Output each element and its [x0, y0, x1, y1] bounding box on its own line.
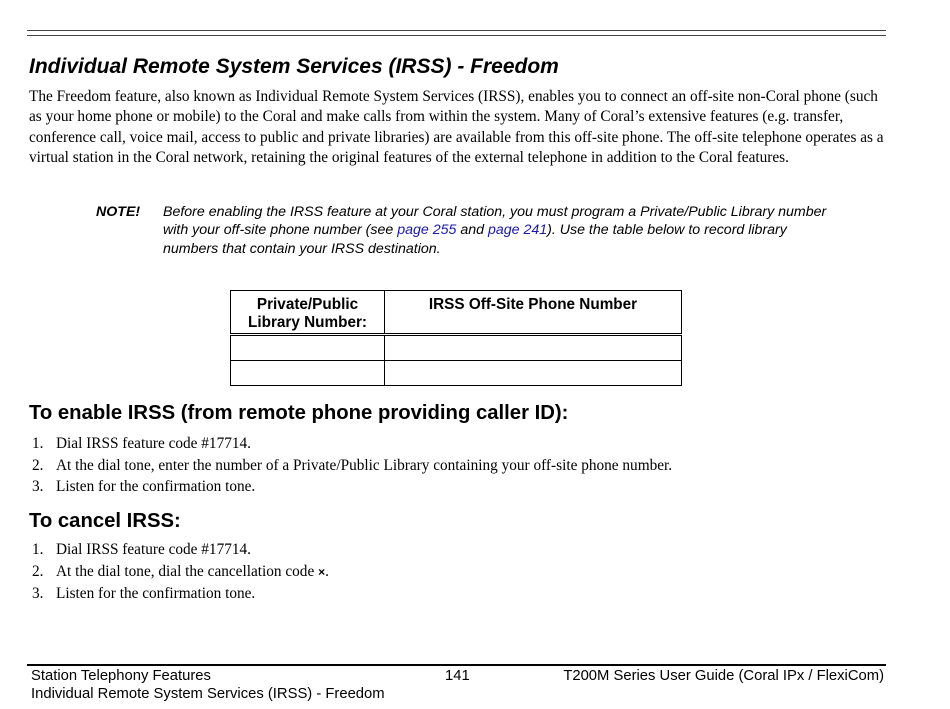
table-cell: [231, 361, 385, 386]
step-number: 2.: [32, 562, 44, 580]
step-number: 2.: [32, 456, 44, 474]
table-cell: [231, 335, 385, 361]
page-241-link[interactable]: page 241: [487, 222, 548, 239]
step-text: Listen for the confirmation tone.: [56, 478, 256, 496]
step-text: At the dial tone, dial the cancellation code: [56, 562, 319, 580]
library-number-header: Private/Public Library Number:: [231, 291, 385, 335]
table-row: [231, 361, 682, 386]
list-item: [29, 433, 672, 455]
enable-irss-heading: To enable IRSS (from remote phone providing caller ID):: [29, 402, 569, 424]
step-text: Dial IRSS feature code #17714.: [56, 541, 251, 558]
step-text: At the dial tone, enter the number of a Private/Public Library containing your off-site phone number.: [56, 456, 673, 474]
table-row: [231, 335, 682, 361]
step-number: 1.: [32, 435, 44, 452]
step-number: 3.: [32, 478, 44, 496]
page-number: 141: [445, 668, 470, 684]
list-item: [29, 476, 672, 498]
step-number: 3.: [32, 585, 44, 603]
note-text-end: ). Use the table below to record library numbers that contain your IRSS destination.: [163, 222, 787, 257]
cancel-code-symbol-icon: ×: [318, 564, 326, 579]
footer-subsection-title: Individual Remote System Services (IRSS) - Freedom: [31, 686, 385, 702]
step-number: 1.: [32, 541, 44, 558]
offsite-phone-header: IRSS Off-Site Phone Number: [385, 291, 682, 335]
list-item: [29, 583, 329, 605]
footer-rule: [27, 664, 886, 666]
table-cell: [385, 361, 682, 386]
note-text: [163, 203, 835, 258]
table-cell: [385, 335, 682, 361]
enable-steps-list: [29, 433, 672, 498]
note-text-start: Before enabling the IRSS feature at your Coral station, you must program a Private/Public Library number with your off-site phone number (see: [163, 204, 827, 239]
library-number-table: [230, 290, 682, 386]
step-text: Dial IRSS feature code #17714.: [56, 435, 251, 452]
note-label: NOTE!: [96, 204, 141, 220]
header-rule-bottom: [27, 35, 886, 36]
step-text-suffix: .: [325, 562, 329, 580]
note-text-middle: and: [456, 222, 488, 239]
step-text: Listen for the confirmation tone.: [56, 585, 256, 603]
list-item: [29, 455, 672, 477]
footer-section-title: Station Telephony Features: [31, 668, 211, 684]
list-item: [29, 539, 329, 561]
cancel-steps-list: [29, 539, 329, 605]
intro-paragraph: The Freedom feature, also known as Individual Remote System Services (IRSS), enables you to connect an off-site non-Coral phone (such as your home phone or mobile) to the Coral and make calls from within the system. Many of Coral’s extensive features (e.g. transfer, conference call, voice mail, access to public and private libraries) are available from this off-site phone. The off-site telephone operates as a virtual station in the Coral network, retaining the original features of the external telephone in addition to the Coral features.: [29, 88, 884, 166]
page-255-link[interactable]: page 255: [397, 222, 457, 239]
page-title: Individual Remote System Services (IRSS) - Freedom: [29, 55, 559, 78]
cancel-irss-heading: To cancel IRSS:: [29, 510, 181, 532]
table-header-row: [231, 291, 682, 335]
header-rule-top: [27, 30, 886, 31]
list-item: [29, 561, 329, 584]
footer-guide-title: T200M Series User Guide (Coral IPx / FlexiCom): [563, 668, 884, 684]
